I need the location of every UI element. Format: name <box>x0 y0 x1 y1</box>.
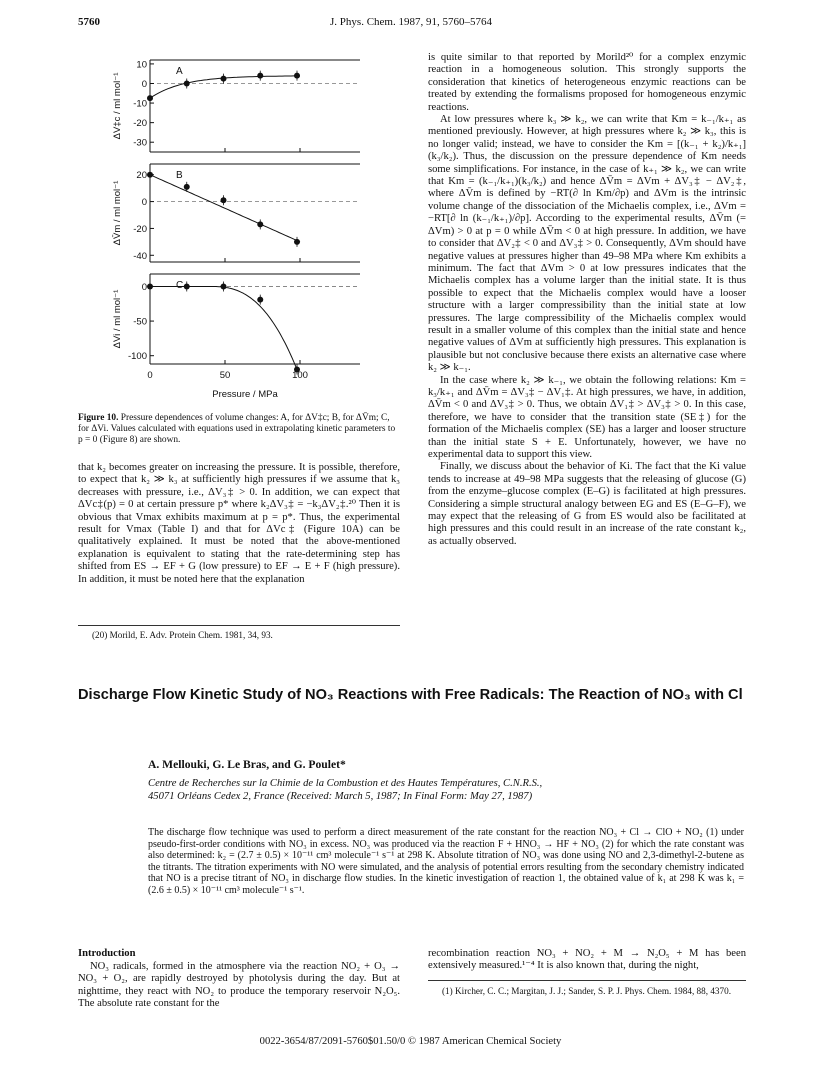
caption-text: Pressure dependences of volume changes: A, for ΔV‡c; B, for ΔV̄m; C, for ΔVi. Values calculated with equations used in extrapolating kinetic parameters to p = 0 (Figure 8) are shown. <box>78 413 396 445</box>
page-number: 5760 <box>78 16 100 28</box>
data-point <box>294 239 300 245</box>
article-authors: A. Mellouki, G. Le Bras, and G. Poulet* <box>148 758 346 771</box>
article-affiliation <box>148 778 708 803</box>
affiliation-line: 45071 Orléans Cedex 2, France (Received: March 5, 1987; In Final Form: May 27, 1987) <box>148 790 533 802</box>
x-tick-label: 0 <box>147 370 153 381</box>
data-point <box>184 283 190 289</box>
paragraph: that k₂ becomes greater on increasing the pressure. It is possible, therefore, to expect that k₂ ≫ k₃ at sufficiently high pressures if we assume that k₃ decreases with pressure, i.e., ΔV₃‡ > 0. In addition, we can expect that ΔVc‡(p) = 0 at certain pressure p* where k₂ΔV₃‡ = −k₃ΔV₂‡.²⁰ Then it is obvious that Vmax exhibits maximum at p = p*. Thus, the experimental result for Vmax (Table I) and that for ΔVc‡ (Figure 10A) can be qualitatively explained. It must be noted that the above-mentioned explanation is equivalent to stating that the rate-determining step has shifted from ES → EF + G (low pressure) to EF → E + F (high pressure). In addition, it must be noted here that the explanation <box>78 462 400 585</box>
footnote-rule <box>428 980 746 981</box>
intro-right-text <box>428 948 746 973</box>
panel-label: A <box>176 66 183 77</box>
data-point <box>257 297 263 303</box>
y-tick-label: -30 <box>133 137 147 149</box>
paragraph: NO₃ radicals, formed in the atmosphere via the reaction NO₂ + O₃ → NO₃ + O₂, are rapidly destroyed by photolysis during the day. But at nighttime, they react with NO₂ to produce the temporary reservoir N₂O₅. The absolute rate constant for the <box>78 961 400 1010</box>
panel-label: B <box>176 170 183 181</box>
y-tick-label: 0 <box>141 78 147 90</box>
x-tick-label: 100 <box>292 370 308 381</box>
paragraph: Finally, we discuss about the behavior of Ki. The fact that the Ki value tends to increase at 49–98 MPa suggests that the releasing of glucose (G) from the enzyme–glucose complex (E–G) is facilitated at high pressures. Considering a simple structural analogy between EG and ES (E–G–F), we may expect that the releasing of G from ES would also be facilitated at high pressures and this could result in an increase of the rate constant k₂, as actually observed. <box>428 461 746 547</box>
page-footer: 0022-3654/87/2091-5760$01.50/0 © 1987 American Chemical Society <box>259 1036 562 1047</box>
left-column-text <box>78 462 400 586</box>
article-title: Discharge Flow Kinetic Study of NO₃ Reactions with Free Radicals: The Reaction of NO₃ with Cl <box>78 687 743 703</box>
data-point <box>294 73 300 79</box>
affiliation-line: Centre de Recherches sur la Chimie de la Combustion et des Hautes Températures, C.N.R.S., <box>148 778 543 789</box>
panel-b <box>112 164 360 262</box>
right-column-text <box>428 52 746 548</box>
footnote-1: (1) Kircher, C. C.; Margitan, J. J.; Sander, S. P. J. Phys. Chem. 1984, 88, 4370. <box>442 986 732 996</box>
data-point <box>221 76 227 82</box>
x-tick-label: 50 <box>219 370 231 381</box>
footnote-20: (20) Morild, E. Adv. Protein Chem. 1981, 34, 93. <box>92 630 273 640</box>
y-axis-label: ΔV‡c / ml mol⁻¹ <box>112 72 123 140</box>
data-point <box>184 80 190 86</box>
intro-left-text <box>78 961 400 1011</box>
fitted-curve <box>150 287 297 370</box>
paragraph: At low pressures where k₃ ≫ k₂, we can write that Km = k₋₁/k₊₁ as mentioned previously. However, at high pressures where k₂ ≫ k₃, this is no longer valid; instead, we have to consider the Km = [(k₋₁ + k₂)/k₊₁](k₃/k₂). Thus, the discussion on the pressure dependence of Km needs some simplifications. For instance, in the case of k₊₁ ≫ k₂, we can write that Km = (k₋₁/k₊₁)(k₃/k₂) and hence ΔV̄m = ΔVm + ΔV₃‡ − ΔV₂‡, where ΔV̄m is defined by −RT(∂ ln Km/∂p) and ΔVm is the intrinsic volume change of the dissociation of the Michaelis complex, i.e., ΔVm = −RT[∂ ln (k₋₁/k₊₁)/∂p]. According to the experimental results, ΔV̄m (= ΔVm) > 0 at p = 0 while ΔV̄m < 0 at high pressure. In addition, we have to consider that ΔV₂‡ < 0 and ΔV₃‡ > 0. Consequently, ΔVm should have negative values at pressures higher than 49–98 MPa where Km exhibits a minimum. The fact that ΔVm > 0 at low pressures indicates that the Michaelis complex has a volume larger than the initial state. It is thus possible to expect that the Michaelis complex would have a looser structure with a larger compressibility than the initial state at low pressures. The large compressibility of the Michaelis complex would result in a smaller volume of this complex than the initial state and hence negative values of ΔVm at sufficiently high pressures. This explanation is plausible but not conclusive because there exists an alternative case where k₂ ≫ k₋₁. <box>428 114 746 374</box>
journal-citation: J. Phys. Chem. 1987, 91, 5760–5764 <box>330 16 492 28</box>
paragraph: recombination reaction NO₃ + NO₂ + M → N₂O₅ + M has been extensively measured.¹⁻⁴ It is also known that, during the night, <box>428 948 746 972</box>
y-tick-label: -100 <box>127 351 147 363</box>
figure-10 <box>70 52 400 412</box>
data-point <box>257 221 263 227</box>
y-tick-label: 20 <box>136 170 147 182</box>
y-tick-label: 10 <box>136 59 147 71</box>
panel-c <box>112 274 360 375</box>
y-tick-label: -50 <box>133 316 147 328</box>
page-header <box>78 16 744 32</box>
y-tick-label: -20 <box>133 223 147 235</box>
data-point <box>221 197 227 203</box>
paragraph: is quite similar to that reported by Morild²⁰ for a complex enzymic reaction in a homogeneous solution. This strongly supports the consideration that kinetics of heterogeneous enzymic reactions can be treated by extending the formalisms proposed for homogeneous enzymic reactions. <box>428 52 746 113</box>
data-point <box>184 184 190 190</box>
data-point <box>221 283 227 289</box>
y-axis-label: ΔVi / ml mol⁻¹ <box>112 289 123 349</box>
figure-caption <box>78 413 400 446</box>
footnote-rule <box>78 625 400 626</box>
data-point <box>147 95 153 101</box>
data-point <box>257 73 263 79</box>
y-axis-label: ΔV̄m / ml mol⁻¹ <box>112 180 123 246</box>
data-point <box>147 172 153 178</box>
fitted-curve <box>150 175 300 242</box>
y-tick-label: 0 <box>141 197 147 209</box>
paragraph: In the case where k₂ ≫ k₋₁, we obtain the following relations: Km = k₃/k₊₁ and ΔV̄m = ΔV₃‡ − ΔV₁‡. At high pressures, we have, in addition, ΔV̄m < 0 and ΔV₃‡ > 0. Thus, we obtain ΔV₁‡ > ΔV₃‡ > 0. In this case, therefore, we have to consider that the transition state (SE‡) for the formation of the Michaelis complex (SE) has a larger and looser structure than the initial state S + E. Unfortunately, however, we have no experimental data to support this view. <box>428 374 746 460</box>
section-heading: Introduction <box>78 948 136 959</box>
y-tick-label: -40 <box>133 250 147 262</box>
caption-label: Figure 10. <box>78 413 119 423</box>
y-tick-label: -10 <box>133 98 147 110</box>
x-axis-label: Pressure / MPa <box>212 389 278 400</box>
y-tick-label: 0 <box>141 281 147 293</box>
article-abstract: The discharge flow technique was used to perform a direct measurement of the rate constant for the reaction NO₃ + Cl → ClO + NO₂ (1) under pseudo-first-order conditions with NO₃ in excess. NO₃ was produced via the reaction F + HNO₃ → HF + NO₃ (2) for which the rate constant was also determined: k₂ = (2.7 ± 0.5) × 10⁻¹¹ cm³ molecule⁻¹ s⁻¹ at 298 K. Absolute titration of NO₃ was done using NO and 2,3-dimethyl-2-butene as the titrants. The titration experiments with NO were simulated, and the analysis of potential errors resulting from the secondary chemistry indicated that NO is a precise titrant of NO₃ in discharge flow studies. In the kinetic investigation of reaction 1, the obtained value of k₁ at 298 K was k₁ = (2.6 ± 0.5) × 10⁻¹¹ cm³ molecule⁻¹ s⁻¹. <box>148 827 744 896</box>
panel-label: C <box>176 280 184 291</box>
data-point <box>147 283 153 289</box>
panel-a <box>112 59 360 152</box>
y-tick-label: -20 <box>133 118 147 130</box>
